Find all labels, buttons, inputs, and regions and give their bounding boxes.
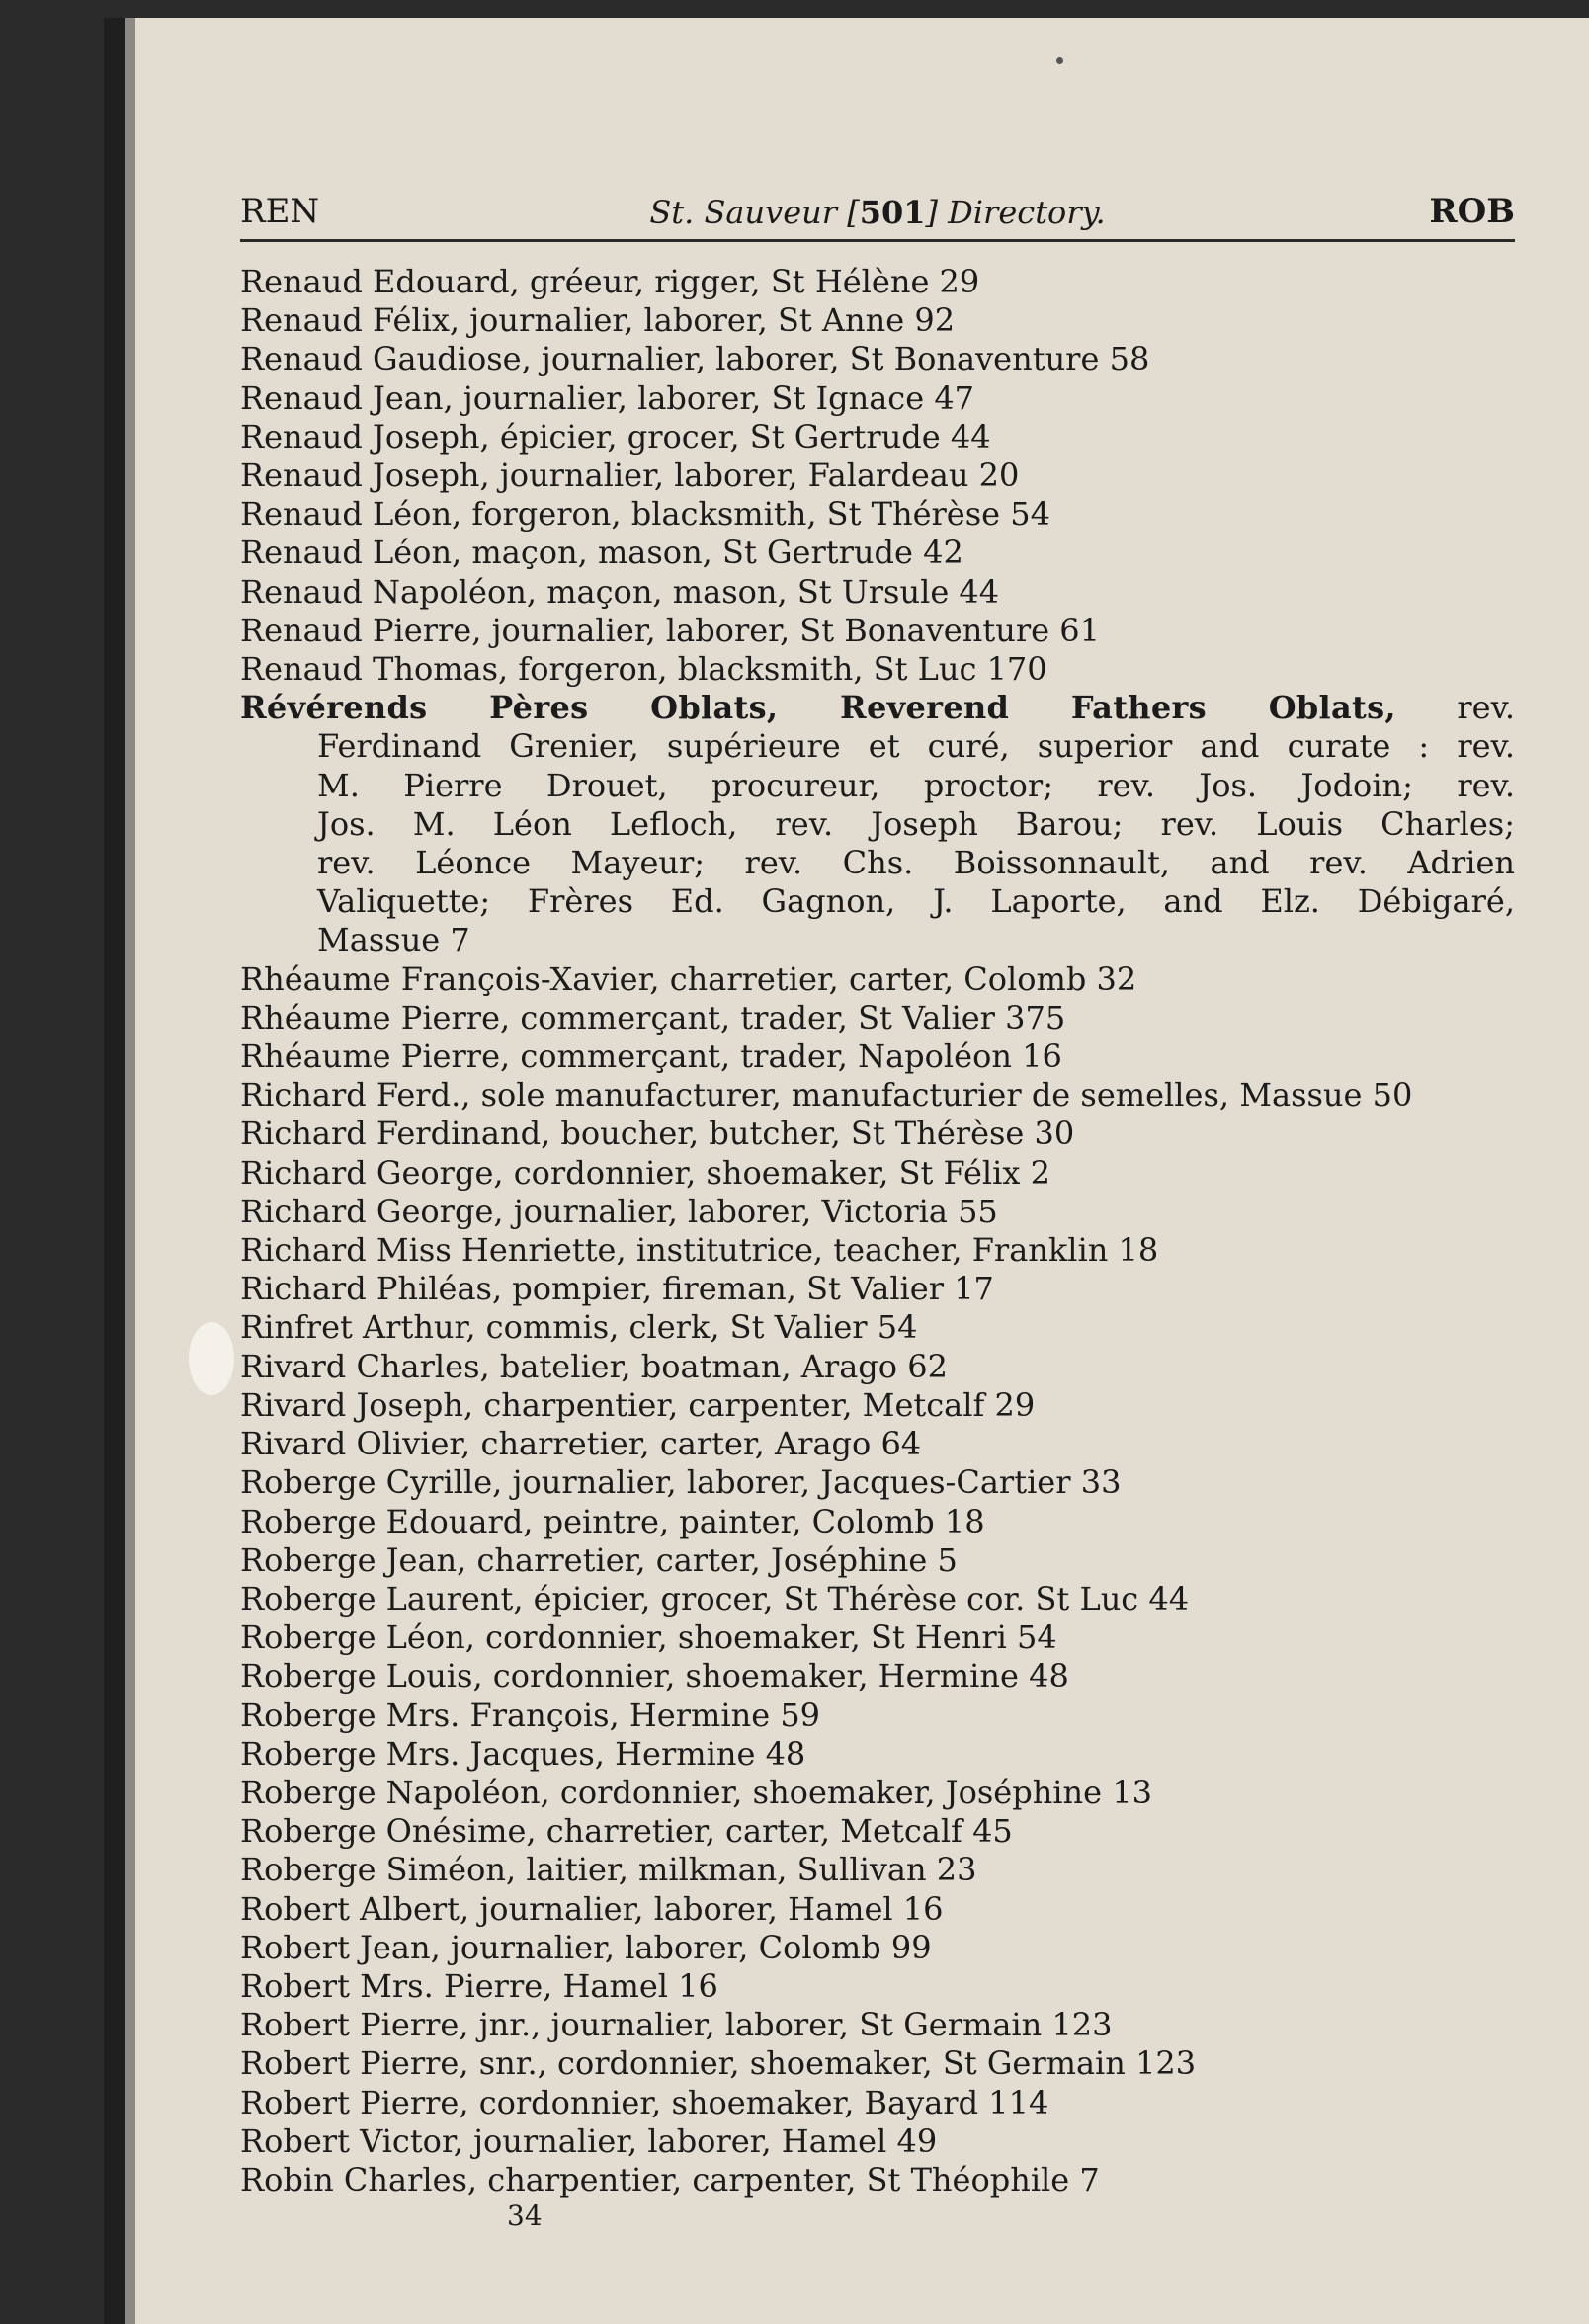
directory-entry: Richard Philéas, pompier, fireman, St Valier 17 (240, 1270, 994, 1308)
directory-entry: Rhéaume Pierre, commerçant, trader, Napoléon 16 (240, 1038, 1062, 1076)
directory-entry: Roberge Léon, cordonnier, shoemaker, St Henri 54 (240, 1618, 1057, 1657)
directory-entry: Renaud Napoléon, maçon, mason, St Ursule 44 (240, 572, 1000, 611)
oblats-entry (240, 689, 1515, 959)
directory-entry: Roberge Mrs. Jacques, Hermine 48 (240, 1734, 806, 1773)
oblats-line-1-tail: rev. (1457, 689, 1516, 727)
oblats-line-4: Jos. M. Léon Lefloch, rev. Joseph Barou; rev. Louis Charles; (317, 804, 1515, 843)
entries-group-b (240, 960, 1515, 2200)
directory-entry: Renaud Joseph, journalier, laborer, Falardeau 20 (240, 456, 1020, 495)
book-gutter (104, 18, 125, 2324)
page-edge (125, 18, 135, 2324)
oblats-line-3: M. Pierre Drouet, procureur, proctor; rev. Jos. Jodoin; rev. (317, 766, 1515, 804)
directory-entry: Rivard Joseph, charpentier, carpenter, Metcalf 29 (240, 1385, 1036, 1424)
directory-entry: Renaud Félix, journalier, laborer, St Anne 92 (240, 301, 956, 340)
entries-group-a (240, 263, 1515, 689)
directory-entry: Robert Jean, journalier, laborer, Colomb 99 (240, 1928, 932, 1966)
signature-mark: 34 (507, 2200, 543, 2232)
page-number: 501 (859, 194, 926, 231)
header-title-pre: St. Sauveur [ (649, 194, 860, 231)
directory-entry: Roberge Laurent, épicier, grocer, St Thérèse cor. St Luc 44 (240, 1579, 1190, 1618)
directory-entry: Renaud Edouard, gréeur, rigger, St Hélène 29 (240, 263, 980, 300)
directory-entry: Renaud Pierre, journalier, laborer, St Bonaventure 61 (240, 611, 1100, 649)
directory-entry: Roberge Siméon, laitier, milkman, Sullivan 23 (240, 1851, 977, 1889)
directory-entry: Renaud Joseph, épicier, grocer, St Gertrude 44 (240, 417, 991, 456)
directory-entry: Roberge Louis, cordonnier, shoemaker, Hermine 48 (240, 1657, 1069, 1696)
directory-entry: Roberge Cyrille, journalier, laborer, Jacques-Cartier 33 (240, 1463, 1122, 1502)
directory-entry: Rivard Olivier, charretier, carter, Arago 64 (240, 1425, 922, 1463)
directory-entry: Richard Miss Henriette, institutrice, teacher, Franklin 18 (240, 1231, 1159, 1270)
directory-entry: Roberge Mrs. François, Hermine 59 (240, 1696, 821, 1734)
directory-entry: Rhéaume François-Xavier, charretier, carter, Colomb 32 (240, 959, 1137, 998)
directory-entry: Renaud Thomas, forgeron, blacksmith, St Luc 170 (240, 650, 1047, 689)
directory-entry: Robert Pierre, cordonnier, shoemaker, Bayard 114 (240, 2083, 1049, 2121)
directory-entry: Roberge Jean, charretier, carter, Joséphine 5 (240, 1540, 958, 1579)
oblats-line-6: Valiquette; Frères Ed. Gagnon, J. Laporte, and Elz. Débigaré, (317, 882, 1515, 921)
directory-entry: Richard George, cordonnier, shoemaker, St Félix 2 (240, 1153, 1050, 1192)
directory-entry: Roberge Onésime, charretier, carter, Metcalf 45 (240, 1812, 1013, 1851)
directory-entry: Richard George, journalier, laborer, Victoria 55 (240, 1192, 998, 1230)
oblats-heading: Révérends Pères Oblats, Reverend Fathers Oblats, (240, 689, 1396, 727)
directory-entry: Roberge Edouard, peintre, painter, Colomb 18 (240, 1502, 985, 1540)
directory-entry: Rhéaume Pierre, commerçant, trader, St Valier 375 (240, 998, 1066, 1037)
header-title (240, 194, 1515, 231)
oblats-line-2: Ferdinand Grenier, supérieure et curé, superior and curate : rev. (317, 727, 1515, 766)
header-title-post: ] Directory. (925, 194, 1106, 231)
directory-entry: Robert Victor, journalier, laborer, Hamel 49 (240, 2121, 938, 2160)
oblats-line-7: Massue 7 (317, 921, 470, 959)
directory-entry: Roberge Napoléon, cordonnier, shoemaker, Joséphine 13 (240, 1773, 1152, 1811)
paper-speck (1056, 57, 1063, 64)
oblats-line-5: rev. Léonce Mayeur; rev. Chs. Boissonnault, and rev. Adrien (317, 844, 1515, 882)
directory-listing (240, 263, 1515, 2200)
directory-entry: Robert Pierre, jnr., journalier, laborer, St Germain 123 (240, 2006, 1113, 2044)
directory-page (104, 18, 1589, 2324)
directory-entry: Richard Ferd., sole manufacturer, manufacturier de semelles, Massue 50 (240, 1076, 1413, 1115)
directory-entry: Richard Ferdinand, boucher, butcher, St Thérèse 30 (240, 1115, 1075, 1153)
oblats-line-1 (240, 689, 1515, 727)
directory-entry: Robin Charles, charpentier, carpenter, St Théophile 7 (240, 2160, 1100, 2199)
directory-entry: Renaud Léon, maçon, mason, St Gertrude 42 (240, 534, 963, 572)
header-left-guide: REN (240, 192, 320, 231)
directory-entry: Robert Pierre, snr., cordonnier, shoemaker, St Germain 123 (240, 2044, 1197, 2083)
directory-entry: Renaud Jean, journalier, laborer, St Ignace 47 (240, 378, 975, 417)
directory-entry: Rivard Charles, batelier, boatman, Arago 62 (240, 1347, 948, 1385)
paper-blemish (189, 1322, 234, 1395)
directory-entry: Rinfret Arthur, commis, clerk, St Valier 54 (240, 1308, 918, 1347)
directory-entry: Robert Albert, journalier, laborer, Hamel 16 (240, 1889, 944, 1928)
running-header (240, 174, 1515, 242)
directory-entry: Renaud Gaudiose, journalier, laborer, St Bonaventure 58 (240, 340, 1150, 378)
directory-entry: Robert Mrs. Pierre, Hamel 16 (240, 1966, 718, 2005)
directory-entry: Renaud Léon, forgeron, blacksmith, St Thérèse 54 (240, 495, 1050, 534)
header-right-guide: ROB (1429, 192, 1515, 231)
